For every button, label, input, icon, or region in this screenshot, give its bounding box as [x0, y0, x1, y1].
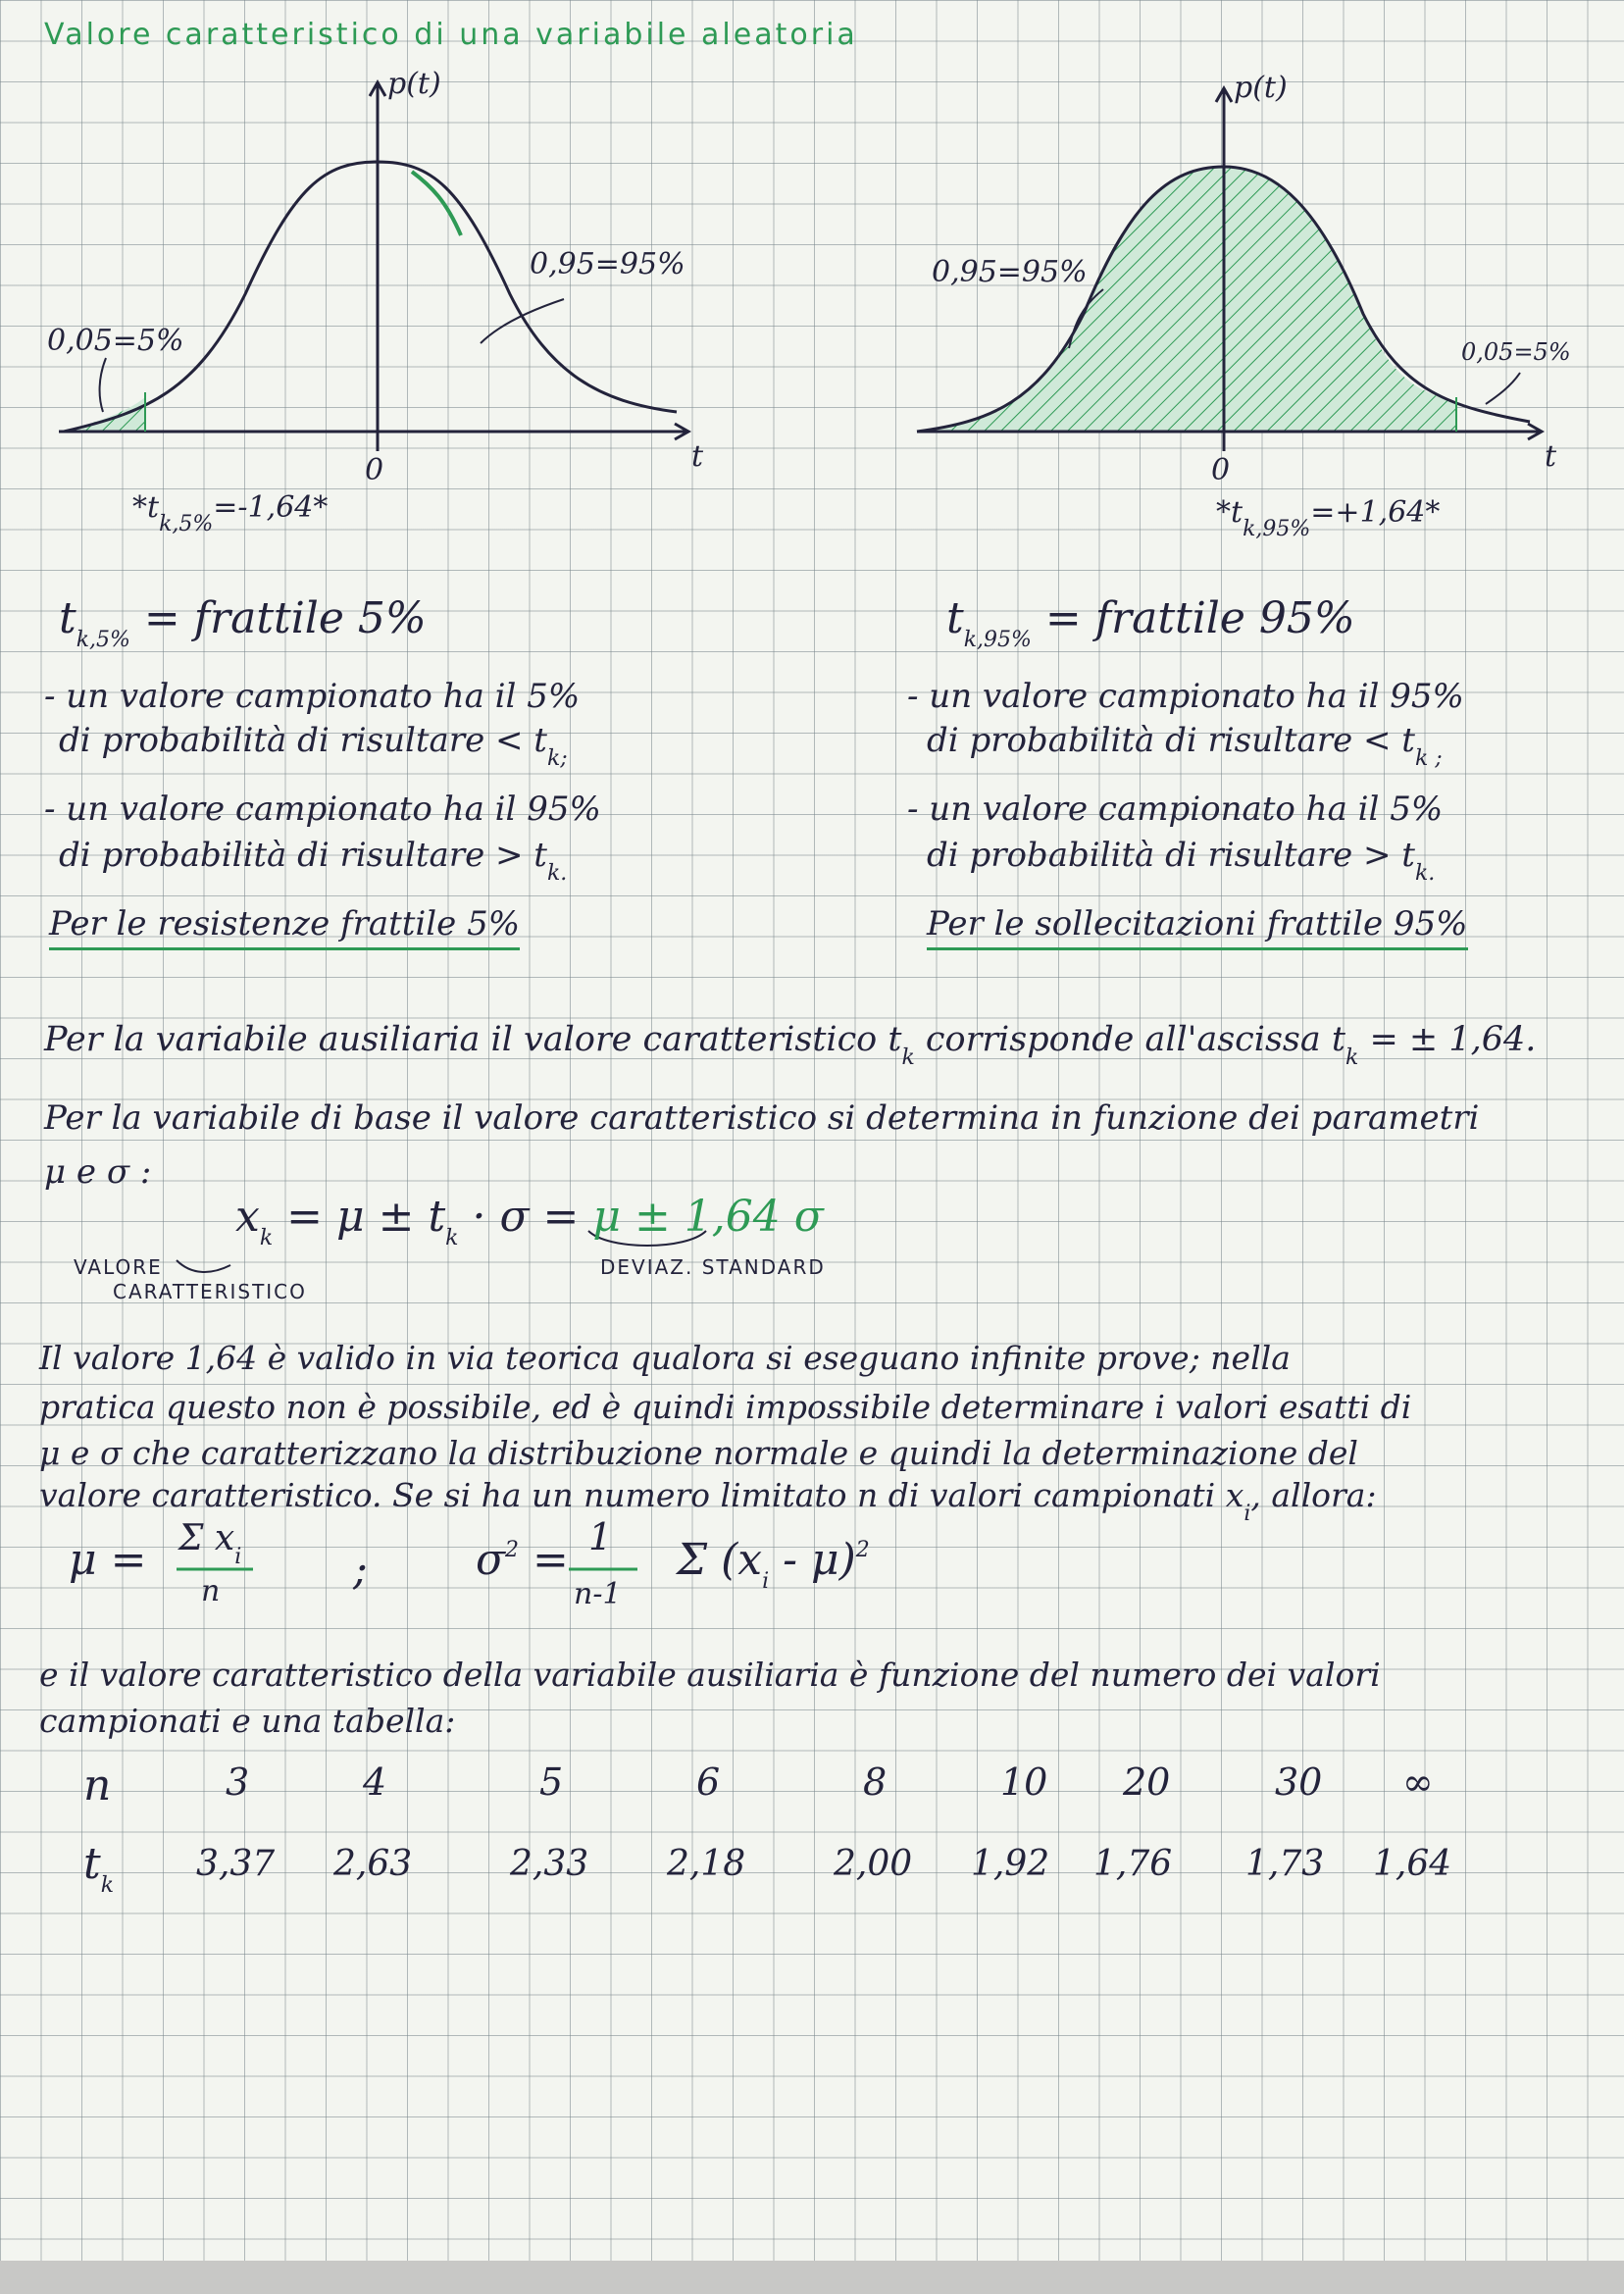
paragraph-1: Per la variabile ausiliaria il valore caratteristico $t_k$ corrisponde all'ascissa $t_k$ = ± 1,64. [44, 1020, 1537, 1070]
paragraph-3-line-2: pratica questo non è possibile, ed è quindi impossibile determinare i valori esatti di [39, 1388, 1412, 1426]
left-line-3: - un valore campionato ha il 95% [44, 790, 601, 829]
table-cell-tk: 2,00 [834, 1844, 913, 1884]
right-origin-label: 0 [1211, 453, 1231, 487]
table-cell-tk: 2,33 [510, 1844, 589, 1884]
table-cell-n: 3 [226, 1760, 250, 1804]
right-body-area [917, 167, 1456, 432]
left-tail-area [64, 397, 145, 432]
left-line-2: di probabilità di risultare < $t_{k;}$ [59, 721, 568, 771]
formula-separator: ; [353, 1545, 368, 1595]
paragraph-3-line-1: Il valore 1,64 è valido in via teorica qualora si eseguano infinite prove; nella [39, 1339, 1291, 1377]
right-line-1: - un valore campionato ha il 95% [907, 677, 1464, 716]
paragraph-4-line-1: e il valore caratteristico della variabile ausiliaria è funzione del numero dei valori [39, 1656, 1381, 1694]
table-cell-n: 8 [863, 1760, 888, 1804]
table-cell-tk: 2,18 [667, 1844, 746, 1884]
right-line-4: di probabilità di risultare > $t_{k.}$ [927, 836, 1436, 886]
table-cell-n: 4 [363, 1760, 387, 1804]
right-conclusion: Per le sollecitazioni frattile 95% [927, 904, 1468, 950]
right-tail-label: 0,05=5% [1461, 338, 1571, 366]
table-cell-tk: 2,63 [333, 1844, 413, 1884]
table-cell-n: ∞ [1402, 1760, 1434, 1804]
table-cell-tk: 1,73 [1245, 1844, 1325, 1884]
paragraph-2-line-2: μ e σ : [44, 1152, 152, 1192]
mu-numerator: Σ $x_i$ [178, 1518, 242, 1569]
table-cell-n: 30 [1275, 1760, 1323, 1804]
right-tick-label: $*t_{k,95\%}=+1,64*$ [1216, 495, 1441, 541]
right-heading: $t_{k,95\%}$ = frattile 95% [946, 593, 1355, 652]
left-bell-curve [64, 162, 677, 432]
table-cell-n: 5 [539, 1760, 564, 1804]
sigma-sum: Σ $(x_i - \mu)^2$ [677, 1535, 870, 1594]
note-deviazione: DEVIAZ. STANDARD [600, 1255, 826, 1279]
left-origin-label: 0 [365, 453, 384, 487]
table-row-n-label: n [83, 1760, 112, 1810]
note-valore: VALORE [74, 1255, 163, 1279]
left-body-label: 0,95=95% [530, 247, 685, 281]
left-line-1: - un valore campionato ha il 5% [44, 677, 581, 716]
sigma-frac-den: n-1 [574, 1577, 622, 1611]
mu-lhs: μ = [69, 1535, 147, 1585]
sigma-frac-num: 1 [588, 1515, 613, 1558]
left-tail-label: 0,05=5% [47, 324, 184, 358]
characteristic-formula: $x_k = \mu \pm t_k \cdot \sigma = \mu \pm 1,64$ σ [235, 1192, 824, 1250]
right-y-axis-label: p(t) [1234, 71, 1288, 105]
page-bottom-edge [0, 2261, 1624, 2294]
page-title: Valore caratteristico di una variabile aleatoria [44, 18, 858, 52]
left-heading: $t_{k,5\%}$ = frattile 5% [59, 593, 427, 652]
left-conclusion: Per le resistenze frattile 5% [49, 904, 520, 950]
paragraph-3-line-3: μ e σ che caratterizzano la distribuzione normale e quindi la determinazione del [39, 1434, 1358, 1472]
left-line-4: di probabilità di risultare > $t_{k.}$ [59, 836, 568, 886]
sigma-squared: $\sigma^2$ = [476, 1535, 569, 1585]
paragraph-3-line-4: valore caratteristico. Se si ha un numero limitato n di valori campionati $x_i$, allora: [39, 1476, 1377, 1526]
paragraph-4-line-2: campionati e una tabella: [39, 1702, 456, 1740]
table-cell-tk: 1,64 [1373, 1844, 1452, 1884]
paragraph-2-line-1: Per la variabile di base il valore caratteristico si determina in funzione dei parametri [44, 1098, 1480, 1138]
table-cell-tk: 3,37 [196, 1844, 276, 1884]
right-body-label: 0,95=95% [932, 255, 1088, 289]
brace-left [177, 1260, 230, 1272]
table-cell-n: 20 [1123, 1760, 1171, 1804]
table-cell-tk: 1,76 [1093, 1844, 1173, 1884]
right-x-axis-label: t [1545, 439, 1557, 474]
left-tick-label: $*t_{k,5\%}=-1,64*$ [132, 490, 329, 536]
left-x-axis-label: t [691, 439, 704, 474]
right-line-2: di probabilità di risultare < $t_{k ;}$ [927, 721, 1443, 771]
table-cell-n: 6 [696, 1760, 721, 1804]
left-y-axis-label: p(t) [387, 67, 441, 101]
table-row-tk-label: $t_k$ [83, 1839, 115, 1898]
right-line-3: - un valore campionato ha il 5% [907, 790, 1444, 829]
table-cell-n: 10 [1000, 1760, 1048, 1804]
mu-denominator: n [201, 1574, 221, 1608]
table-cell-tk: 1,92 [971, 1844, 1050, 1884]
note-caratteristico: CARATTERISTICO [113, 1280, 307, 1303]
